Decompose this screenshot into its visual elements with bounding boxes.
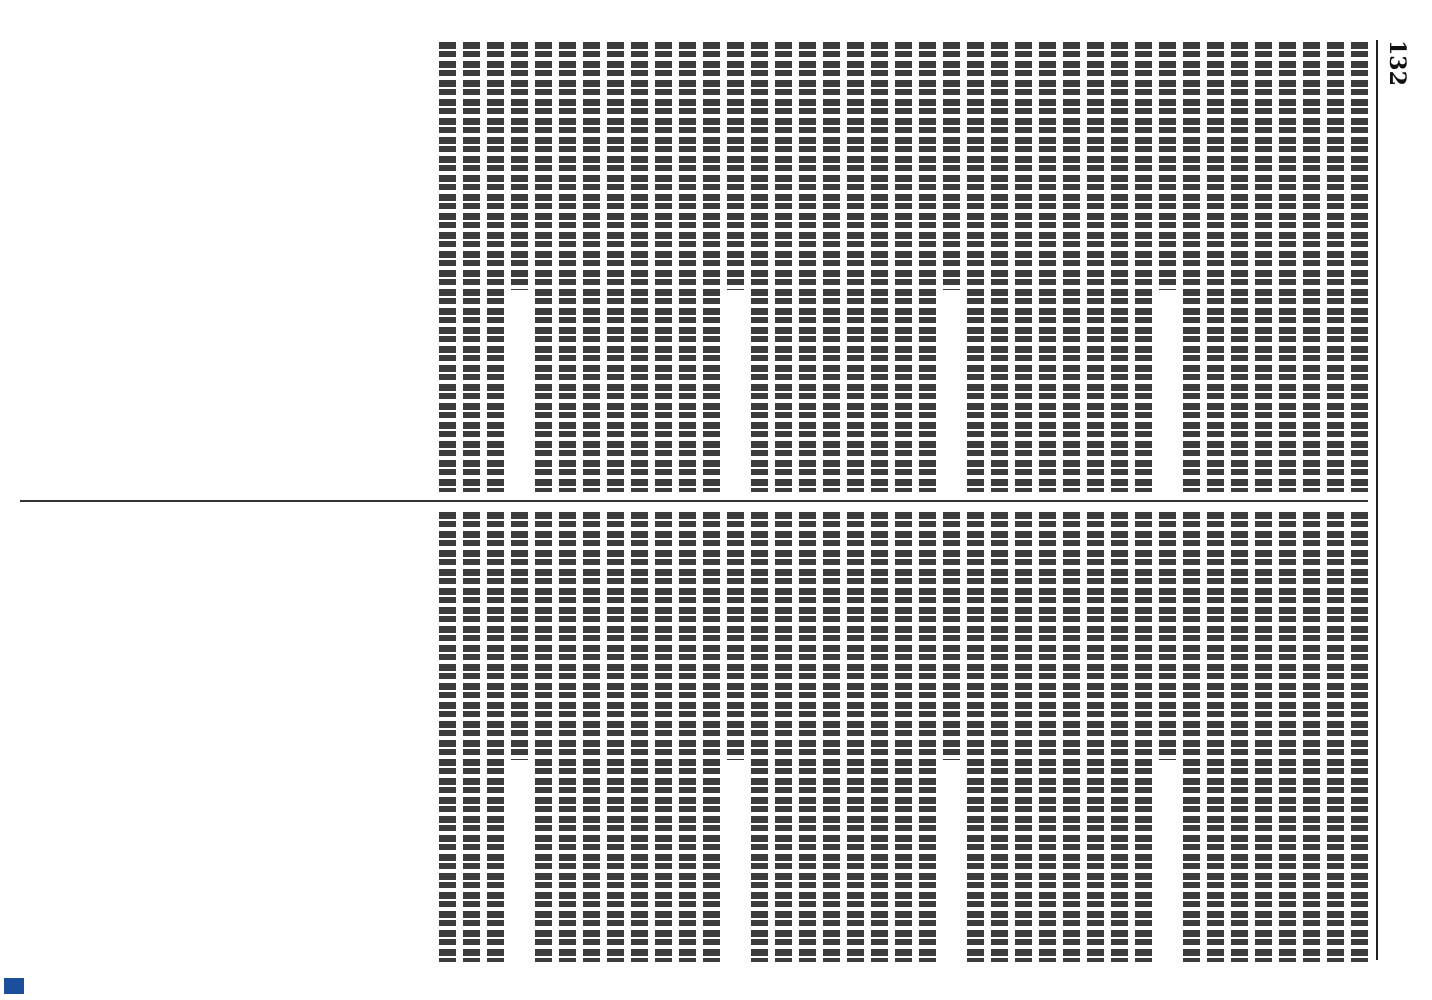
left-column <box>20 42 1368 492</box>
text-line <box>487 42 504 492</box>
text-line <box>1015 512 1032 962</box>
text-line <box>871 512 888 962</box>
text-line <box>1327 42 1344 492</box>
text-line <box>1303 512 1320 962</box>
text-line <box>1015 42 1032 492</box>
text-line <box>439 512 456 962</box>
text-line <box>823 512 840 962</box>
page-number: 132 <box>1384 40 1410 86</box>
text-line <box>559 42 576 492</box>
running-header <box>1380 40 1414 960</box>
text-line <box>1351 512 1368 962</box>
text-line <box>1231 42 1248 492</box>
text-line <box>535 512 552 962</box>
text-line <box>919 42 936 492</box>
text-line <box>991 42 1008 492</box>
text-line <box>703 512 720 962</box>
text-line <box>751 512 768 962</box>
text-line <box>679 42 696 492</box>
text-line <box>631 42 648 492</box>
text-line <box>703 42 720 492</box>
text-line <box>1351 42 1368 492</box>
text-line <box>655 42 672 492</box>
text-line <box>1135 512 1152 962</box>
text-line <box>991 512 1008 962</box>
text-line <box>583 512 600 962</box>
text-line <box>1039 512 1056 962</box>
text-line <box>1255 512 1272 962</box>
text-line <box>1231 512 1248 962</box>
text-line <box>943 42 960 290</box>
text-line <box>1279 512 1296 962</box>
text-line <box>1207 42 1224 492</box>
text-line <box>1255 42 1272 492</box>
right-column <box>20 512 1368 962</box>
text-line <box>1159 42 1176 290</box>
text-line <box>1087 42 1104 492</box>
text-line <box>799 42 816 492</box>
text-line <box>487 512 504 962</box>
text-line <box>1111 512 1128 962</box>
text-line <box>1327 512 1344 962</box>
text-line <box>895 512 912 962</box>
text-line <box>751 42 768 492</box>
text-line <box>727 512 744 760</box>
text-line <box>439 42 456 492</box>
text-line <box>727 42 744 290</box>
text-line <box>1039 42 1056 492</box>
text-line <box>1063 512 1080 962</box>
text-line <box>607 42 624 492</box>
column-rule <box>20 500 1368 502</box>
header-rule <box>1376 40 1378 960</box>
text-line <box>1183 42 1200 492</box>
text-line <box>535 42 552 492</box>
text-line <box>1063 42 1080 492</box>
text-line <box>967 512 984 962</box>
text-line <box>559 512 576 962</box>
text-line <box>847 512 864 962</box>
text-line <box>871 42 888 492</box>
text-line <box>943 512 960 760</box>
text-line <box>463 512 480 962</box>
text-line <box>799 512 816 962</box>
text-line <box>631 512 648 962</box>
text-line <box>1087 512 1104 962</box>
text-line <box>511 512 528 760</box>
text-line <box>919 512 936 962</box>
text-line <box>1135 42 1152 492</box>
text-line <box>1207 512 1224 962</box>
text-line <box>463 42 480 492</box>
text-line <box>1279 42 1296 492</box>
text-line <box>823 42 840 492</box>
text-line <box>1183 512 1200 962</box>
text-line <box>967 42 984 492</box>
text-line <box>775 512 792 962</box>
text-line <box>679 512 696 962</box>
text-line <box>1303 42 1320 492</box>
text-line <box>511 42 528 290</box>
text-line <box>1159 512 1176 760</box>
text-line <box>847 42 864 492</box>
text-line <box>1111 42 1128 492</box>
text-line <box>583 42 600 492</box>
text-line <box>655 512 672 962</box>
text-line <box>895 42 912 492</box>
text-line <box>775 42 792 492</box>
text-line <box>607 512 624 962</box>
